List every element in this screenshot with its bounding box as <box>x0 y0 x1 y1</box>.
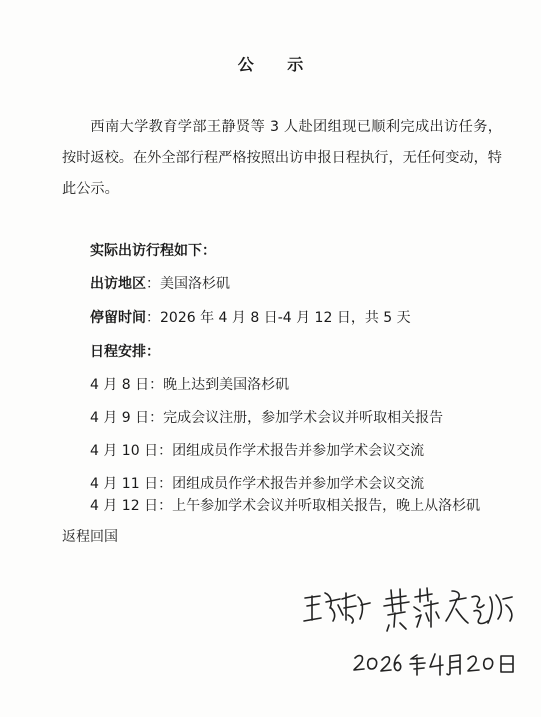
schedule-item: 4 月 12 日：上午参加学术会议并听取相关报告，晚上从洛杉矶返程回国 <box>62 498 481 545</box>
location-row <box>90 273 230 293</box>
schedule-colon: ： <box>146 344 160 360</box>
signature-name-3 <box>446 591 512 623</box>
stay-value: ：2026 年 4 月 8 日-4 月 12 日，共 5 天 <box>146 310 411 326</box>
stay-label: 停留时间 <box>90 310 146 326</box>
notice-body <box>62 112 502 205</box>
signature-name-2 <box>384 588 439 631</box>
handwritten-signatures <box>300 575 540 695</box>
notice-body-text: 西南大学教育学部王静贤等 3 人赴团组现已顺利完成出访任务，按时返校。在外全部行程严格按照出访申报日程执行，无任何变动，特此公示。 <box>62 119 502 197</box>
signature-date <box>354 654 513 675</box>
schedule-item-wrapped <box>62 491 492 553</box>
schedule-item: 4 月 9 日：完成会议注册，参加学术会议并听取相关报告 <box>90 410 444 426</box>
schedule-item: 4 月 10 日：团组成员作学术报告并参加学术会议交流 <box>90 443 425 459</box>
schedule-label-row <box>90 341 160 361</box>
itinerary-heading: 实际出访行程如下： <box>90 243 216 259</box>
location-value: ：美国洛杉矶 <box>146 276 230 292</box>
notice-title: 公 示 <box>237 55 318 74</box>
signature-name-1 <box>304 593 370 623</box>
stay-row <box>90 307 411 327</box>
schedule-item: 4 月 11 日：团组成员作学术报告并参加学术会议交流 <box>90 476 425 492</box>
schedule-item: 4 月 8 日：晚上达到美国洛杉矶 <box>90 377 290 393</box>
location-label: 出访地区 <box>90 276 146 292</box>
schedule-label: 日程安排 <box>90 344 146 360</box>
